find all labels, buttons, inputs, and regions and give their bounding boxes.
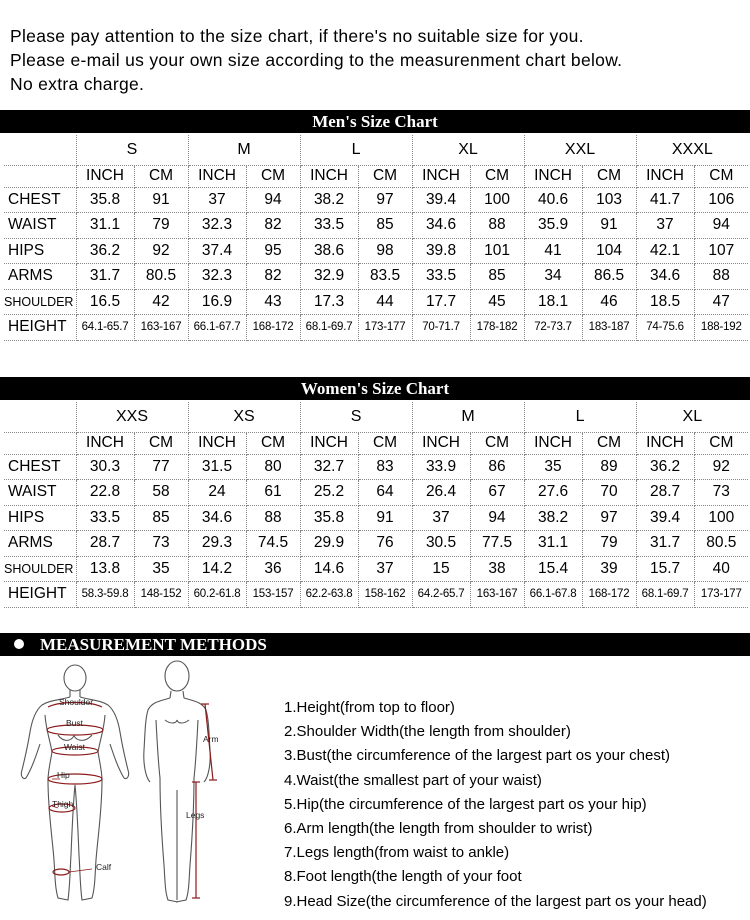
unit-cm-header: CM — [134, 432, 188, 454]
table-cell: 104 — [582, 238, 636, 264]
table-cell: 17.7 — [412, 289, 470, 315]
size-header: XL — [412, 135, 524, 165]
measurement-title: MEASUREMENT METHODS — [40, 635, 267, 654]
method-item-shoulder: 2.Shoulder Width(the length from shoulder) — [284, 723, 571, 741]
table-cell: 85 — [358, 213, 412, 239]
table-cell: 13.8 — [76, 556, 134, 582]
table-cell: 37.4 — [188, 238, 246, 264]
table-cell: 79 — [134, 213, 188, 239]
table-cell: 33.5 — [300, 213, 358, 239]
table-cell: 18.1 — [524, 289, 582, 315]
table-cell: 173-177 — [694, 582, 748, 608]
row-label: ARMS — [4, 264, 76, 290]
unit-inch-header: INCH — [188, 165, 246, 187]
table-cell: 73 — [694, 480, 748, 506]
unit-cm-header: CM — [358, 165, 412, 187]
table-cell: 88 — [694, 264, 748, 290]
figure-label-legs: Legs — [186, 810, 205, 820]
row-label: HEIGHT — [4, 315, 76, 341]
table-cell: 77 — [134, 454, 188, 480]
table-cell: 77.5 — [470, 531, 524, 557]
table-cell: 79 — [582, 531, 636, 557]
intro-text — [10, 24, 622, 96]
table-cell: 37 — [358, 556, 412, 582]
method-item-foot: 8.Foot length(the length of your foot — [284, 868, 522, 886]
figure-label-calf: Calf — [96, 862, 112, 872]
table-cell: 39.8 — [412, 238, 470, 264]
table-cell: 82 — [246, 213, 300, 239]
unit-cm-header: CM — [582, 432, 636, 454]
bullet-icon — [14, 639, 24, 649]
table-cell: 62.2-63.8 — [300, 582, 358, 608]
unit-cm-header: CM — [246, 165, 300, 187]
unit-cm-header: CM — [582, 165, 636, 187]
table-cell: 168-172 — [246, 315, 300, 341]
table-cell: 66.1-67.8 — [524, 582, 582, 608]
table-cell: 47 — [694, 289, 748, 315]
table-cell: 35 — [524, 454, 582, 480]
table-row — [4, 264, 748, 290]
body-outline-illustration — [0, 660, 270, 920]
table-cell: 74-75.6 — [636, 315, 694, 341]
table-cell: 86.5 — [582, 264, 636, 290]
size-header: XXS — [76, 402, 188, 432]
table-row — [4, 289, 748, 315]
row-label: ARMS — [4, 531, 76, 557]
womens-chart-title: Women's Size Chart — [300, 379, 450, 398]
table-cell: 30.3 — [76, 454, 134, 480]
mens-size-table — [4, 135, 748, 341]
table-cell: 98 — [358, 238, 412, 264]
unit-inch-header: INCH — [300, 165, 358, 187]
table-cell: 25.2 — [300, 480, 358, 506]
method-item-waist: 4.Waist(the smallest part of your waist) — [284, 771, 542, 789]
unit-inch-header: INCH — [76, 432, 134, 454]
method-item-height: 1.Height(from top to floor) — [284, 699, 455, 716]
table-cell: 94 — [246, 187, 300, 213]
table-cell: 31.1 — [524, 531, 582, 557]
table-cell: 42 — [134, 289, 188, 315]
table-cell: 17.3 — [300, 289, 358, 315]
table-cell: 86 — [470, 454, 524, 480]
table-cell: 34.6 — [412, 213, 470, 239]
back-body-figure — [144, 661, 210, 902]
table-cell: 32.3 — [188, 213, 246, 239]
table-cell: 16.9 — [188, 289, 246, 315]
table-cell: 72-73.7 — [524, 315, 582, 341]
size-header: S — [300, 402, 412, 432]
table-cell: 107 — [694, 238, 748, 264]
table-cell: 29.3 — [188, 531, 246, 557]
figure-label-shoulder: Shoulder — [59, 697, 94, 707]
table-cell: 61 — [246, 480, 300, 506]
table-cell: 39.4 — [636, 505, 694, 531]
table-cell: 46 — [582, 289, 636, 315]
table-cell: 163-167 — [470, 582, 524, 608]
table-cell: 97 — [582, 505, 636, 531]
empty-corner — [4, 402, 76, 432]
table-cell: 29.9 — [300, 531, 358, 557]
row-label: HIPS — [4, 238, 76, 264]
table-cell: 83 — [358, 454, 412, 480]
table-row — [4, 582, 748, 608]
table-cell: 35.8 — [300, 505, 358, 531]
table-cell: 80.5 — [134, 264, 188, 290]
table-cell: 73 — [134, 531, 188, 557]
table-cell: 36.2 — [636, 454, 694, 480]
size-header: XL — [636, 402, 748, 432]
size-header: M — [412, 402, 524, 432]
table-cell: 35.9 — [524, 213, 582, 239]
table-cell: 92 — [134, 238, 188, 264]
table-cell: 173-177 — [358, 315, 412, 341]
table-cell: 35.8 — [76, 187, 134, 213]
table-row — [4, 315, 748, 341]
womens-chart-title-bar — [0, 377, 750, 400]
unit-cm-header: CM — [358, 432, 412, 454]
table-cell: 32.7 — [300, 454, 358, 480]
table-cell: 24 — [188, 480, 246, 506]
row-label: WAIST — [4, 480, 76, 506]
mens-chart-title: Men's Size Chart — [312, 112, 438, 131]
table-cell: 64.2-65.7 — [412, 582, 470, 608]
table-cell: 33.5 — [76, 505, 134, 531]
table-cell: 31.1 — [76, 213, 134, 239]
unit-inch-header: INCH — [412, 165, 470, 187]
table-cell: 101 — [470, 238, 524, 264]
table-cell: 45 — [470, 289, 524, 315]
table-cell: 14.6 — [300, 556, 358, 582]
table-cell: 92 — [694, 454, 748, 480]
table-cell: 58 — [134, 480, 188, 506]
table-cell: 34.6 — [636, 264, 694, 290]
table-cell: 91 — [358, 505, 412, 531]
table-row — [4, 480, 748, 506]
row-label: CHEST — [4, 454, 76, 480]
table-cell: 103 — [582, 187, 636, 213]
table-row — [4, 454, 748, 480]
table-cell: 34 — [524, 264, 582, 290]
method-item-hip: 5.Hip(the circumference of the largest part os your hip) — [284, 795, 647, 813]
method-item-arm: 6.Arm length(the length from shoulder to wrist) — [284, 820, 593, 838]
table-cell: 43 — [246, 289, 300, 315]
table-cell: 41.7 — [636, 187, 694, 213]
method-item-head: 9.Head Size(the circumference of the largest part os your head) — [284, 892, 707, 910]
table-row — [4, 213, 748, 239]
table-cell: 33.5 — [412, 264, 470, 290]
size-header: XXL — [524, 135, 636, 165]
table-cell: 95 — [246, 238, 300, 264]
table-cell: 40.6 — [524, 187, 582, 213]
size-header: XXXL — [636, 135, 748, 165]
table-cell: 31.5 — [188, 454, 246, 480]
table-cell: 36 — [246, 556, 300, 582]
table-cell: 91 — [134, 187, 188, 213]
empty-corner — [4, 432, 76, 454]
table-cell: 83.5 — [358, 264, 412, 290]
method-item-legs: 7.Legs length(from waist to ankle) — [284, 844, 510, 862]
table-cell: 106 — [694, 187, 748, 213]
table-cell: 183-187 — [582, 315, 636, 341]
table-row — [4, 238, 748, 264]
table-cell: 38.6 — [300, 238, 358, 264]
table-cell: 32.3 — [188, 264, 246, 290]
table-cell: 37 — [412, 505, 470, 531]
table-cell: 88 — [246, 505, 300, 531]
table-cell: 30.5 — [412, 531, 470, 557]
table-cell: 31.7 — [76, 264, 134, 290]
figure-label-hip: Hip — [57, 770, 70, 780]
unit-inch-header: INCH — [636, 165, 694, 187]
table-cell: 178-182 — [470, 315, 524, 341]
table-cell: 38.2 — [300, 187, 358, 213]
table-cell: 80.5 — [694, 531, 748, 557]
table-cell: 64.1-65.7 — [76, 315, 134, 341]
unit-cm-header: CM — [246, 432, 300, 454]
intro-line-1: Please pay attention to the size chart, if there's no suitable size for you. — [10, 26, 584, 46]
table-cell: 44 — [358, 289, 412, 315]
table-cell: 85 — [134, 505, 188, 531]
empty-corner — [4, 135, 76, 165]
figure-label-thigh: Thigh — [52, 799, 74, 809]
unit-inch-header: INCH — [300, 432, 358, 454]
table-cell: 74.5 — [246, 531, 300, 557]
table-cell: 35 — [134, 556, 188, 582]
table-cell: 26.4 — [412, 480, 470, 506]
table-row — [4, 556, 748, 582]
table-cell: 36.2 — [76, 238, 134, 264]
table-cell: 100 — [694, 505, 748, 531]
measurement-figure — [0, 660, 270, 920]
table-cell: 168-172 — [582, 582, 636, 608]
table-row — [4, 187, 748, 213]
unit-cm-header: CM — [470, 432, 524, 454]
figure-label-waist: Waist — [64, 742, 85, 752]
table-cell: 82 — [246, 264, 300, 290]
table-cell: 94 — [694, 213, 748, 239]
table-row — [4, 505, 748, 531]
table-cell: 85 — [470, 264, 524, 290]
row-label: SHOULDER — [4, 289, 76, 315]
mens-chart-title-bar — [0, 110, 750, 133]
unit-inch-header: INCH — [76, 165, 134, 187]
table-cell: 37 — [188, 187, 246, 213]
table-cell: 68.1-69.7 — [300, 315, 358, 341]
size-header: S — [76, 135, 188, 165]
unit-cm-header: CM — [694, 432, 748, 454]
row-label: WAIST — [4, 213, 76, 239]
table-cell: 58.3-59.8 — [76, 582, 134, 608]
womens-size-table — [4, 402, 748, 608]
table-cell: 80 — [246, 454, 300, 480]
table-cell: 32.9 — [300, 264, 358, 290]
unit-inch-header: INCH — [524, 165, 582, 187]
table-cell: 100 — [470, 187, 524, 213]
unit-cm-header: CM — [470, 165, 524, 187]
table-cell: 70 — [582, 480, 636, 506]
table-cell: 97 — [358, 187, 412, 213]
table-cell: 188-192 — [694, 315, 748, 341]
table-cell: 18.5 — [636, 289, 694, 315]
table-cell: 40 — [694, 556, 748, 582]
size-header: L — [524, 402, 636, 432]
unit-inch-header: INCH — [188, 432, 246, 454]
intro-line-3: No extra charge. — [10, 74, 145, 94]
figure-label-arm: Arm — [203, 734, 219, 744]
table-cell: 14.2 — [188, 556, 246, 582]
unit-cm-header: CM — [134, 165, 188, 187]
table-cell: 163-167 — [134, 315, 188, 341]
table-cell: 42.1 — [636, 238, 694, 264]
table-cell: 34.6 — [188, 505, 246, 531]
table-cell: 15.7 — [636, 556, 694, 582]
size-header: M — [188, 135, 300, 165]
row-label: HEIGHT — [4, 582, 76, 608]
table-cell: 41 — [524, 238, 582, 264]
measurement-title-bar — [0, 633, 750, 656]
table-cell: 27.6 — [524, 480, 582, 506]
table-cell: 68.1-69.7 — [636, 582, 694, 608]
table-cell: 15.4 — [524, 556, 582, 582]
table-cell: 31.7 — [636, 531, 694, 557]
table-cell: 64 — [358, 480, 412, 506]
table-cell: 39.4 — [412, 187, 470, 213]
table-cell: 158-162 — [358, 582, 412, 608]
table-cell: 38.2 — [524, 505, 582, 531]
method-item-bust: 3.Bust(the circumference of the largest part os your chest) — [284, 747, 671, 765]
table-cell: 33.9 — [412, 454, 470, 480]
row-label: SHOULDER — [4, 556, 76, 582]
measurement-methods-list — [284, 696, 707, 914]
table-cell: 94 — [470, 505, 524, 531]
table-cell: 76 — [358, 531, 412, 557]
table-cell: 60.2-61.8 — [188, 582, 246, 608]
table-cell: 37 — [636, 213, 694, 239]
unit-inch-header: INCH — [524, 432, 582, 454]
table-cell: 16.5 — [76, 289, 134, 315]
row-label: HIPS — [4, 505, 76, 531]
table-cell: 153-157 — [246, 582, 300, 608]
unit-cm-header: CM — [694, 165, 748, 187]
table-cell: 88 — [470, 213, 524, 239]
table-cell: 66.1-67.7 — [188, 315, 246, 341]
empty-corner — [4, 165, 76, 187]
size-header: XS — [188, 402, 300, 432]
table-cell: 28.7 — [636, 480, 694, 506]
table-cell: 70-71.7 — [412, 315, 470, 341]
table-cell: 22.8 — [76, 480, 134, 506]
table-cell: 28.7 — [76, 531, 134, 557]
table-cell: 38 — [470, 556, 524, 582]
table-cell: 39 — [582, 556, 636, 582]
row-label: CHEST — [4, 187, 76, 213]
table-cell: 15 — [412, 556, 470, 582]
unit-inch-header: INCH — [636, 432, 694, 454]
table-row — [4, 531, 748, 557]
intro-line-2: Please e-mail us your own size according to the measurenment chart below. — [10, 50, 623, 70]
size-header: L — [300, 135, 412, 165]
table-cell: 148-152 — [134, 582, 188, 608]
unit-inch-header: INCH — [412, 432, 470, 454]
figure-label-bust: Bust — [66, 718, 84, 728]
table-cell: 91 — [582, 213, 636, 239]
table-cell: 89 — [582, 454, 636, 480]
table-cell: 67 — [470, 480, 524, 506]
